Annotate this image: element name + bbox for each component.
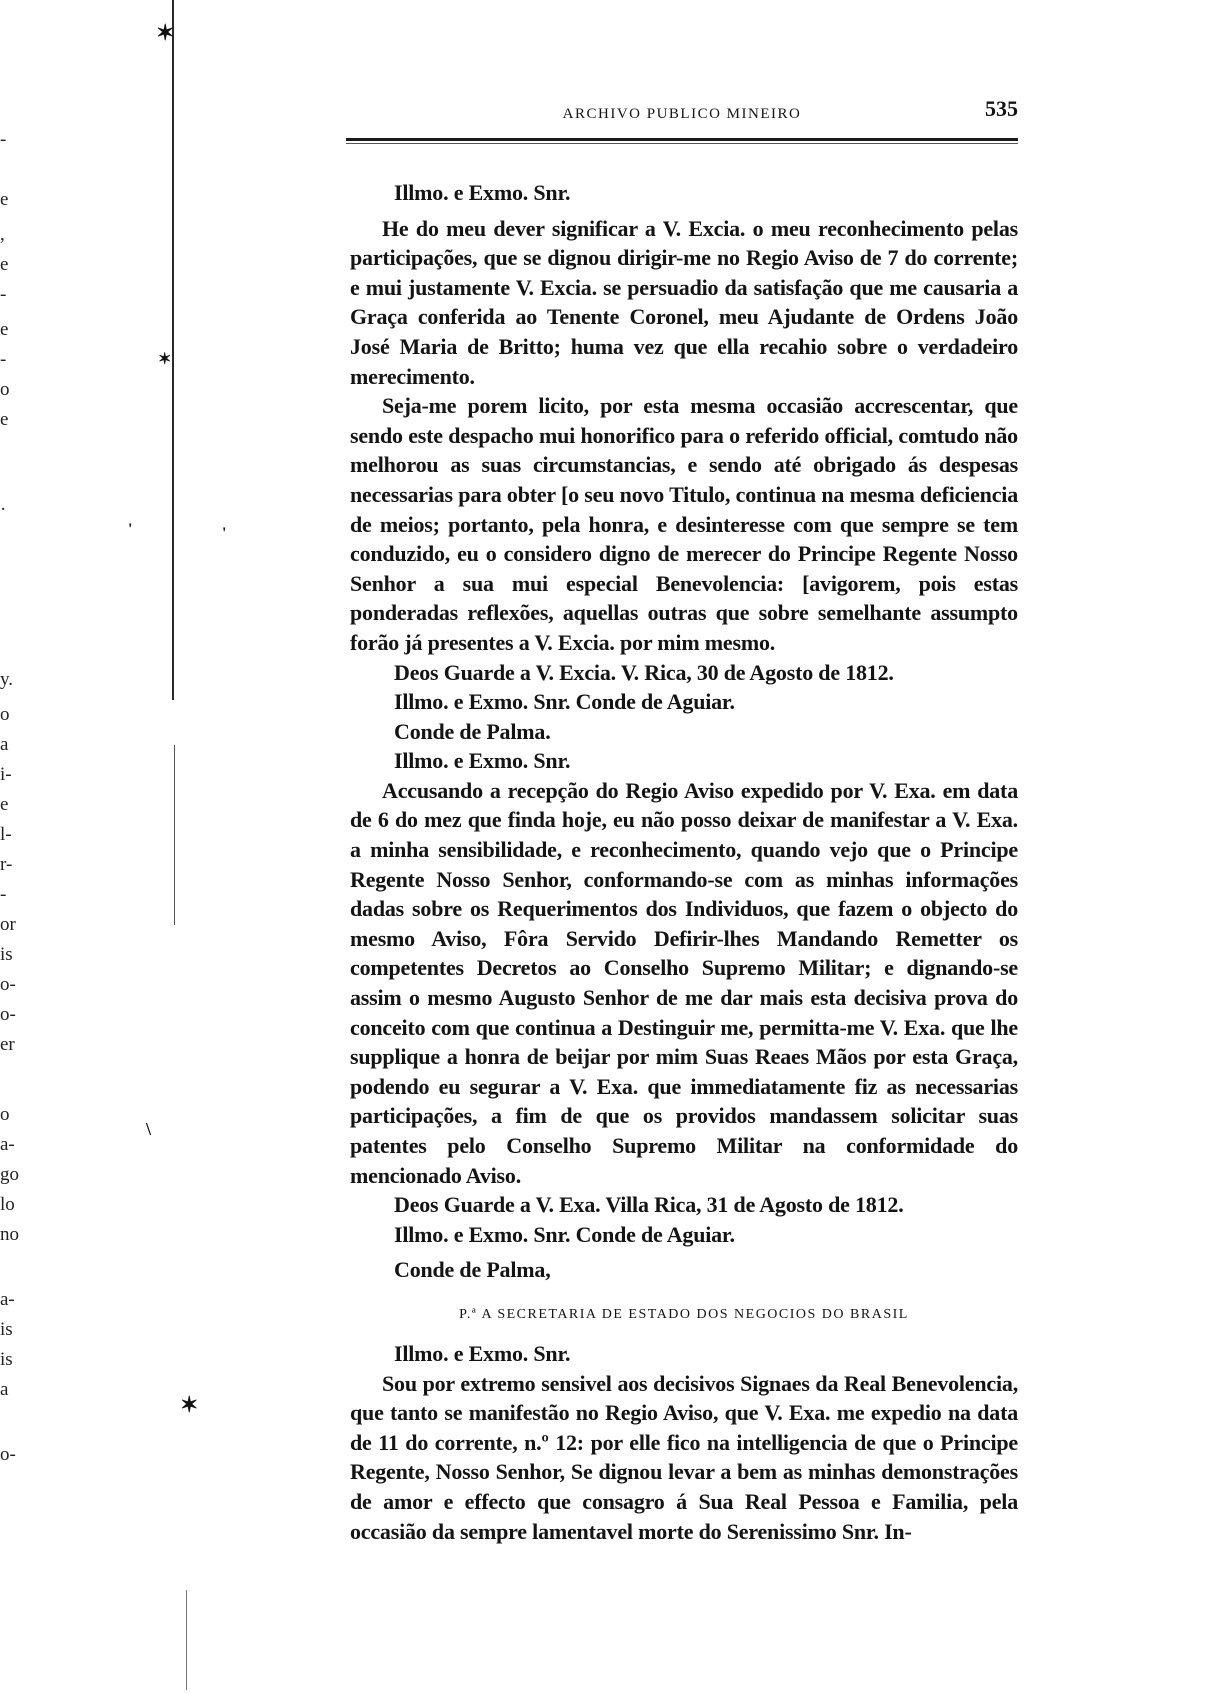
facing-page-fragment: o <box>0 1104 10 1125</box>
ink-speck: ✶ <box>158 351 172 368</box>
letter-1-paragraph-2: Seja-me porem licito, por esta mesma occasião accrescentar, que sendo este despacho mui honorifico para o referido official, comtudo não melhorou as suas circumstancias, e sendo até obrigado ás despesas necessarias para obter [o seu novo Titulo, continua na mesma deficiencia de meios; portanto, pela honra, e desinteresse com que sempre se tem conduzido, eu o considero digno de merecer do Principe Regente Nosso Senhor a sua mui especial Benevolencia: [avigorem, pois estas ponderadas reflexões, aquellas outras que sobre semelhante assumpto forão já presentes a V. Excia. por mim mesmo. <box>350 393 1018 655</box>
facing-page-fragment: no <box>0 1224 19 1245</box>
facing-page-fragment: a <box>0 1379 9 1400</box>
facing-page-fragment: o <box>0 704 10 725</box>
facing-page-fragment: , <box>0 224 5 245</box>
binding-edge-line <box>172 0 174 700</box>
facing-page-fragment: e <box>0 794 9 815</box>
facing-page-fragment: e <box>0 319 9 340</box>
facing-page-fragment: er <box>0 1034 15 1055</box>
facing-page-fragment: o- <box>0 1004 16 1025</box>
facing-page-fragment: o <box>0 379 10 400</box>
facing-page-fragment: a <box>0 734 9 755</box>
ink-speck: ✶ <box>156 20 175 45</box>
facing-page-fragment: or <box>0 914 16 935</box>
letter-2-salutation: Illmo. e Exmo. Snr. <box>394 748 571 774</box>
page-number: 535 <box>985 96 1018 121</box>
letter-2-paragraph-1: Accusando a recepção do Regio Aviso expedido por V. Exa. em data de 6 do mez que finda hoje, eu não posso deixar de manifestar a V. Exa. a minha sensibilidade, e reconhecimento, quando vejo que o Principe Regente Nosso Senhor, conformando-se com as minhas informações dadas sobre os Requerimentos dos Individuos, que fazem o objecto do mesmo Aviso, Fôra Servido Defirir-lhes Mandando Remetter os competentes Decretos ao Conselho Supremo Militar; e dignando-se assim o mesmo Augusto Senhor de me dar mais esta decisiva prova do conceito com que continua a Destinguir me, permitta-me V. Exa. que lhe supplique a honra de beijar por mim Suas Reaes Mãos por esta Graça, podendo eu segurar a V. Exa. que immediatamente fiz as necessarias participações, a fim de que os providos mandassem solicitar suas patentes pelo Conselho Supremo Militar na conformidade do mencionado Aviso. <box>350 777 1018 1188</box>
ink-speck: \ <box>146 1119 152 1139</box>
letter-1-paragraph-1: He do meu dever significar a V. Excia. o meu reconhecimento pelas participações, que se dignou dirigir-me no Regio Aviso de 7 do corrente; e mui justamente V. Excia. se persuadio da satisfação que me causaria a Graça conferida ao Tenente Coronel, meu Ajudante de Ordens João José Maria de Britto; huma vez que ella recahio sobre o verdadeiro merecimento. <box>350 215 1018 389</box>
letter-2-closing: Deos Guarde a V. Exa. Villa Rica, 31 de Agosto de 1812. <box>394 1192 904 1218</box>
facing-page-fragment: a- <box>0 1289 15 1310</box>
facing-page-fragment: r- <box>0 854 13 875</box>
facing-page-fragment: is <box>0 1319 13 1340</box>
facing-page-fragment: i- <box>0 764 12 785</box>
running-head-title: ARCHIVO PUBLICO MINEIRO <box>562 106 802 122</box>
page-body <box>350 178 1018 1546</box>
letter-1-addressee: Illmo. e Exmo. Snr. Conde de Aguiar. <box>394 689 735 715</box>
letter-2-signature: Conde de Palma, <box>394 1257 551 1283</box>
facing-page-fragment: is <box>0 1349 13 1370</box>
facing-page-fragment: go <box>0 1164 19 1185</box>
ink-speck: ✶ <box>180 1392 199 1417</box>
letter-1-signature: Conde de Palma. <box>394 718 551 744</box>
facing-page-fragment: lo <box>0 1194 15 1215</box>
header-rule-thin <box>346 143 1018 144</box>
facing-page-fragment: e <box>0 409 9 430</box>
facing-page-fragment: - <box>0 349 7 370</box>
facing-page-fragment: e <box>0 254 9 275</box>
binding-edge-line-bottom <box>186 1590 187 1690</box>
letter-3-paragraph-1: Sou por extremo sensivel aos decisivos Signaes da Real Benevolencia, que tanto se manifestão no Regio Aviso, que V. Exa. me expedio na data de 11 do corrente, n.º 12: por elle fico na intelligencia de que o Principe Regente, Nosso Senhor, Se dignou levar a bem as minhas demonstrações de amor e effecto que consagro á Sua Real Pessoa e Familia, pela occasião da sempre lamentavel morte do Serenissimo Snr. In- <box>350 1370 1018 1544</box>
letter-3-salutation: Illmo. e Exmo. Snr. <box>394 1340 571 1366</box>
facing-page-fragment: o- <box>0 1444 16 1465</box>
header-rule <box>346 138 1018 141</box>
facing-page-fragment: a- <box>0 1134 15 1155</box>
facing-page-fragment: y. <box>0 669 14 690</box>
letter-1-salutation: Illmo. e Exmo. Snr. <box>394 180 571 205</box>
facing-page-fragment: · <box>0 499 7 520</box>
facing-page-margin <box>0 0 40 1693</box>
facing-page-fragment: is <box>0 944 13 965</box>
facing-page-fragment: - <box>0 284 7 305</box>
binding-edge-line-lower <box>174 745 175 925</box>
ink-speck: ' <box>128 521 133 538</box>
facing-page-fragment: l- <box>0 824 12 845</box>
section-heading: P.ª A SECRETARIA DE ESTADO DOS NEGOCIOS DO BRASIL <box>459 1306 909 1322</box>
facing-page-fragment: - <box>0 884 7 905</box>
facing-page-fragment: o- <box>0 974 16 995</box>
facing-page-fragment: - <box>0 129 7 150</box>
facing-page-fragment: e <box>0 189 9 210</box>
letter-2-addressee: Illmo. e Exmo. Snr. Conde de Aguiar. <box>394 1221 735 1247</box>
ink-speck: ' <box>222 525 227 542</box>
running-head <box>346 96 1018 136</box>
letter-1-closing: Deos Guarde a V. Excia. V. Rica, 30 de Agosto de 1812. <box>394 659 894 685</box>
